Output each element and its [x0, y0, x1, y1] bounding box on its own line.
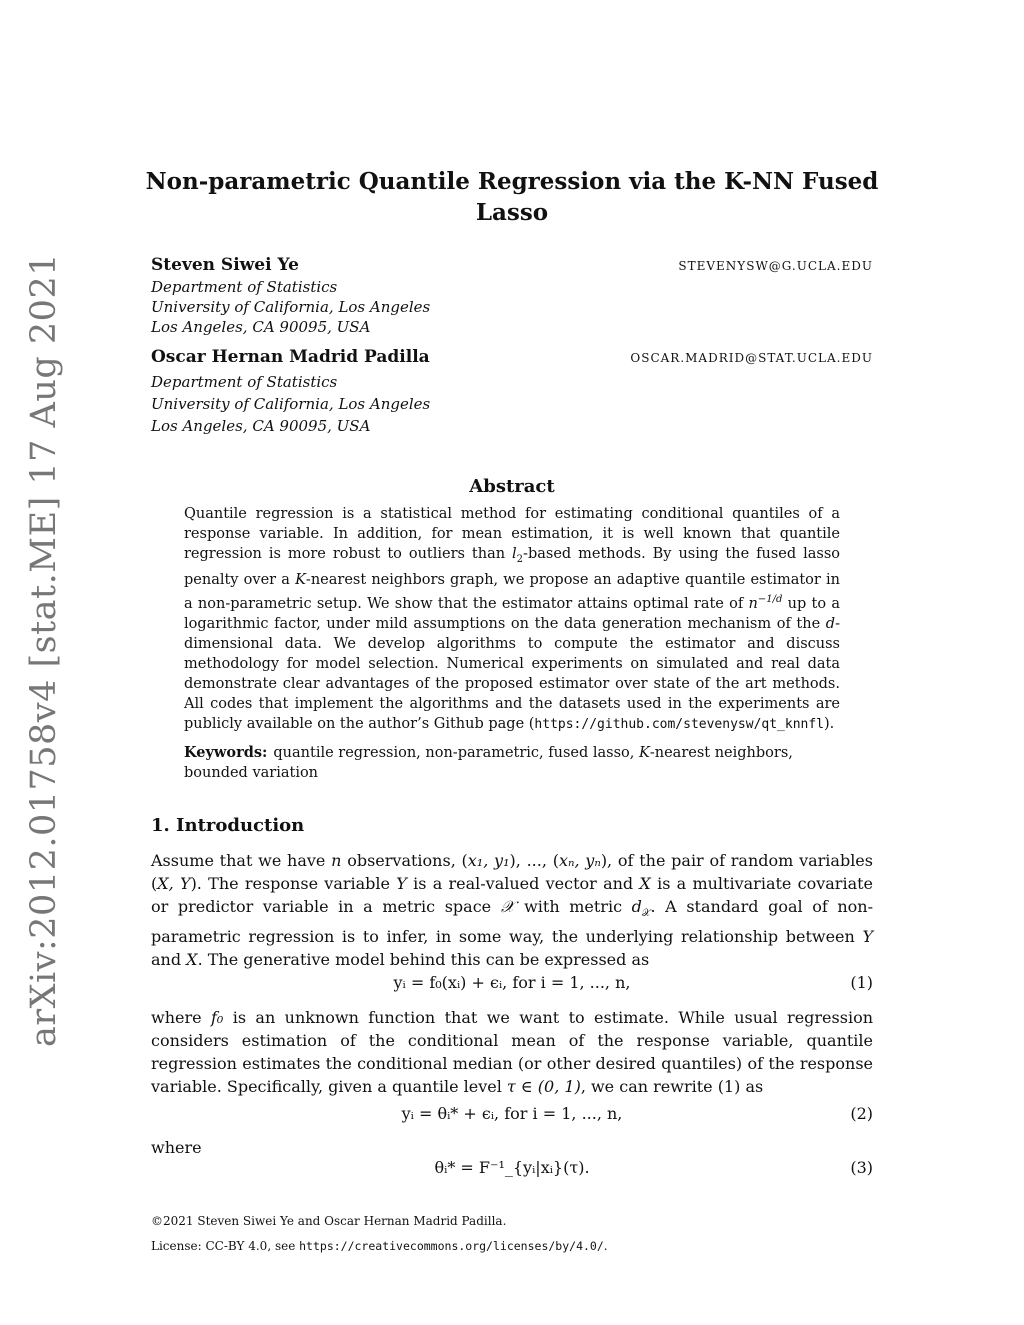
equation-1	[151, 973, 873, 997]
author-1-affiliation	[151, 277, 430, 337]
where-label: where	[151, 1138, 202, 1157]
author-1-email[interactable]: STEVENYSW@G.UCLA.EDU	[678, 259, 873, 273]
github-link[interactable]: https://github.com/stevenysw/qt_knnfl	[534, 716, 825, 732]
author-2-email[interactable]: OSCAR.MADRID@STAT.UCLA.EDU	[630, 351, 873, 365]
author-2-department: Department of Statistics	[151, 373, 338, 391]
arxiv-identifier: arXiv:2012.01758v4 [stat.ME] 17 Aug 2021	[24, 253, 64, 1047]
equation-1-number: (1)	[850, 973, 873, 992]
license-link[interactable]: https://creativecommons.org/licenses/by/4.0/	[299, 1239, 604, 1253]
author-1-department: Department of Statistics	[151, 278, 338, 296]
equation-2-number: (2)	[850, 1104, 873, 1123]
section-heading-introduction: 1. Introduction	[151, 815, 305, 836]
author-2-address: Los Angeles, CA 90095, USA	[151, 417, 371, 435]
equation-3	[151, 1158, 873, 1182]
author-1-name: Steven Siwei Ye	[151, 255, 299, 275]
equation-2-body: yᵢ = θᵢ* + ϵᵢ, for i = 1, ..., n,	[401, 1104, 623, 1123]
author-2-name: Oscar Hernan Madrid Padilla	[151, 347, 430, 367]
author-2-affiliation	[151, 371, 430, 437]
intro-paragraph-1: Assume that we have n observations, (x₁, y₁), ..., (xₙ, yₙ), of the pair of random variables (X, Y). The response variable Y is a real-valued vector and X is a multivariate covariate or predictor variable in a metric space 𝒳 with metric $d_𝒳$. A standard goal of non-parametric regression is to infer, in some way, the underlying relationship between Y and X. The generative model behind this can be expressed as	[151, 851, 874, 970]
keywords-label: Keywords:	[184, 744, 268, 761]
footnote-copyright: ©2021 Steven Siwei Ye and Oscar Hernan Madrid Padilla.	[151, 1214, 507, 1228]
footnote-license: License: CC-BY 4.0, see https://creativecommons.org/licenses/by/4.0/.	[151, 1239, 608, 1253]
abstract-heading: Abstract	[469, 476, 555, 497]
equation-3-body: θᵢ* = F⁻¹_{yᵢ|xᵢ}(τ).	[434, 1158, 590, 1177]
equation-3-number: (3)	[850, 1158, 873, 1177]
paper-title	[120, 166, 904, 228]
abstract-text: Quantile regression is a statistical method for estimating conditional quantiles of a response variable. In addition, for mean estimation, it is well known that quantile regression is more robust to outliers than $l_2$-based methods. By using the fused lasso penalty over a K-nearest neighbors graph, we propose an adaptive quantile estimator in a non-parametric setup. We show that the estimator attains optimal rate of $n^{-1/d}$ up to a logarithmic factor, under mild assumptions on the data generation mechanism of the d-dimensional data. We develop algorithms to compute the estimator and discuss methodology for model selection. Numerical experiments on simulated and real data demonstrate clear advantages of the proposed estimator over state of the art methods. All codes that implement the algorithms and the datasets used in the experiments are publicly available on the author’s Github page (https://github.com/stevenysw/qt_knnfl).	[184, 506, 840, 732]
author-1-address: Los Angeles, CA 90095, USA	[151, 318, 371, 336]
title-line-1: Non-parametric Quantile Regression via the K-NN Fused	[145, 168, 879, 195]
keywords: Keywords: quantile regression, non-parametric, fused lasso, K-nearest neighbors, bounded variation	[184, 744, 793, 781]
equation-2	[151, 1104, 873, 1128]
author-2-university: University of California, Los Angeles	[151, 395, 431, 413]
equation-1-body: yᵢ = f₀(xᵢ) + ϵᵢ, for i = 1, ..., n,	[393, 973, 631, 992]
intro-paragraph-2: where f₀ is an unknown function that we want to estimate. While usual regression considers estimation of the conditional mean of the response variable, quantile regression estimates the conditional median (or other desired quantiles) of the response variable. Specifically, given a quantile level τ ∈ (0, 1), we can rewrite (1) as	[151, 1008, 873, 1096]
title-line-2: Lasso	[475, 199, 549, 226]
author-1-university: University of California, Los Angeles	[151, 298, 431, 316]
